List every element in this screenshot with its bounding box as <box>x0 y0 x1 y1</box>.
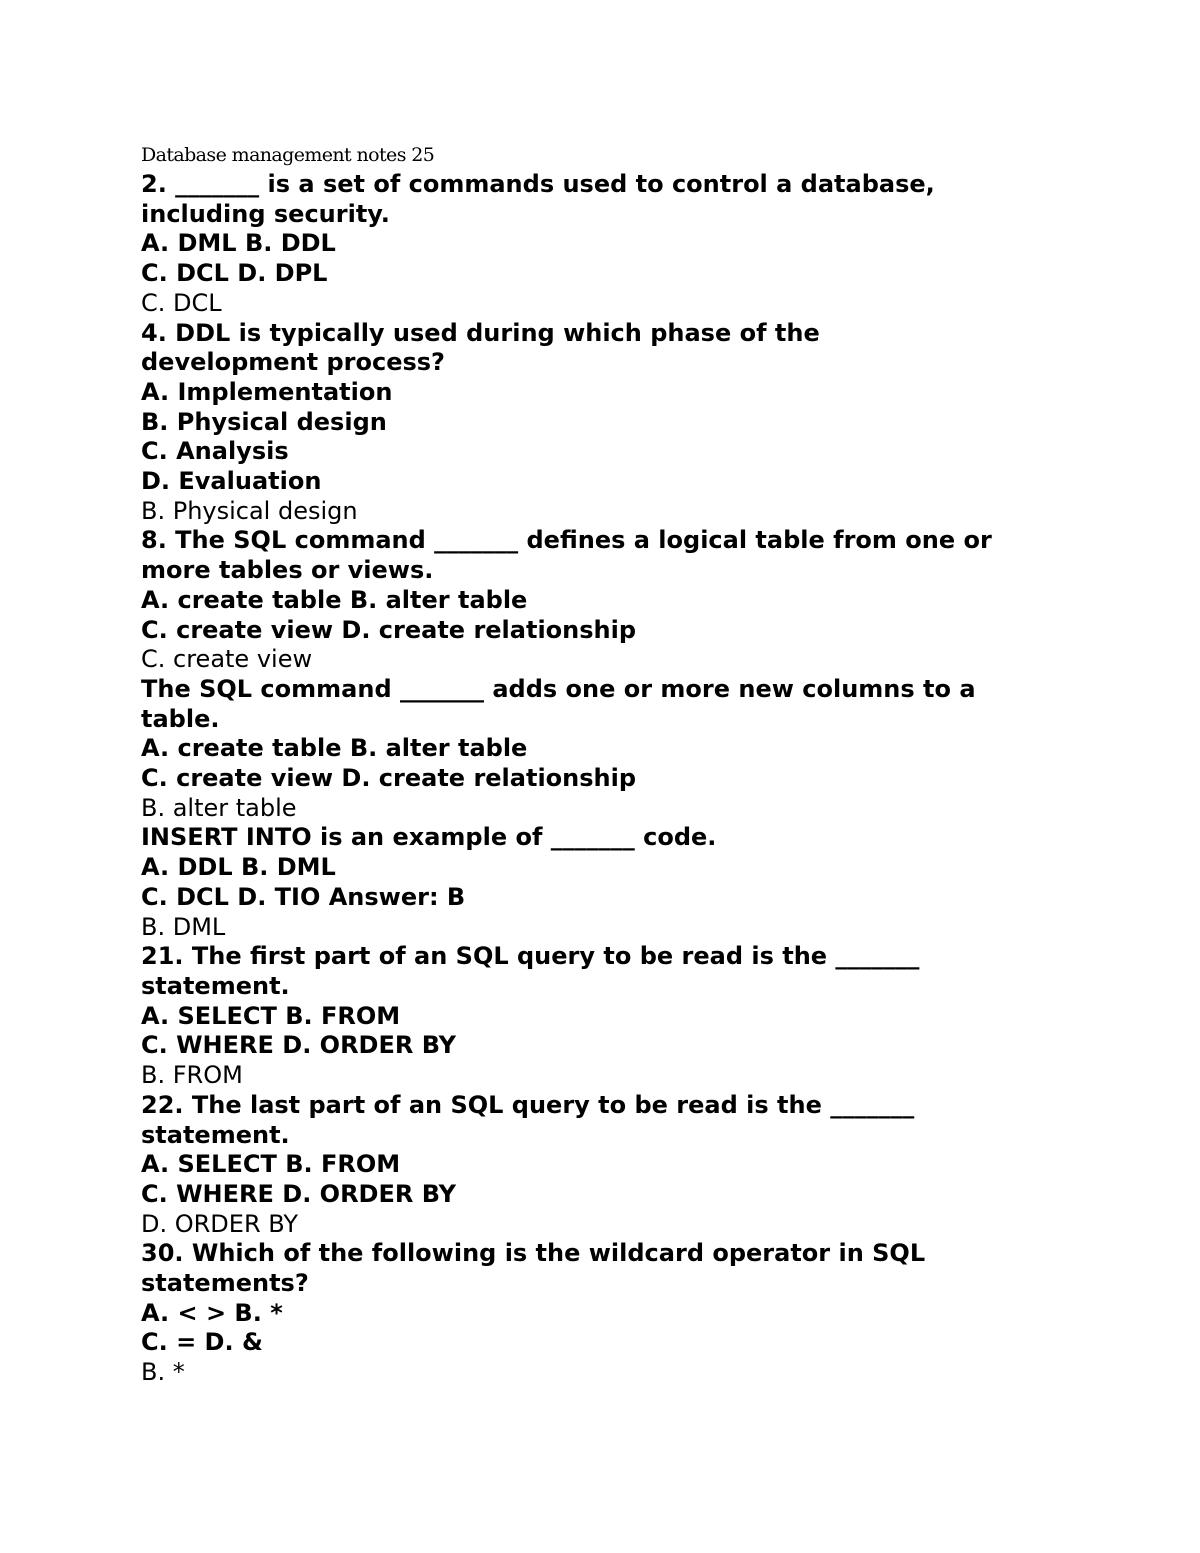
question-line: statements? <box>141 1269 309 1298</box>
question-line: table. <box>141 704 220 733</box>
question-line: A. DML B. DDL <box>141 229 336 258</box>
question-line: A. create table B. alter table <box>141 734 528 763</box>
question-line: statement. <box>141 971 290 1000</box>
question-line: The SQL command _______ adds one or more new columns to a <box>141 674 976 703</box>
question-line: C. WHERE D. ORDER BY <box>141 1031 457 1060</box>
question-line: A. Implementation <box>141 377 393 406</box>
question-line: D. Evaluation <box>141 467 322 496</box>
answer-line: B. * <box>141 1358 185 1387</box>
answer-line: C. DCL <box>141 288 222 317</box>
question-list <box>141 170 1141 1388</box>
answer-line: B. DML <box>141 912 226 941</box>
question-line: 21. The first part of an SQL query to be read is the _______ <box>141 942 920 971</box>
question-line: B. Physical design <box>141 407 387 436</box>
question-line: C. WHERE D. ORDER BY <box>141 1179 457 1208</box>
document-body <box>141 140 1141 1388</box>
question-line: more tables or views. <box>141 556 434 585</box>
question-line: C. Analysis <box>141 437 289 466</box>
question-line: A. SELECT B. FROM <box>141 1150 401 1179</box>
question-line: A. SELECT B. FROM <box>141 1001 401 1030</box>
question-line: INSERT INTO is an example of _______ code. <box>141 823 717 852</box>
question-line: 8. The SQL command _______ defines a logical table from one or <box>141 526 992 555</box>
question-line: C. = D. & <box>141 1328 263 1357</box>
question-line: C. create view D. create relationship <box>141 615 637 644</box>
question-line: including security. <box>141 199 390 228</box>
answer-line: B. FROM <box>141 1061 243 1090</box>
answer-line: C. create view <box>141 645 313 674</box>
question-line: A. < > B. * <box>141 1298 283 1327</box>
question-line: C. create view D. create relationship <box>141 764 637 793</box>
answer-line: B. Physical design <box>141 496 358 525</box>
question-line: C. DCL D. DPL <box>141 259 328 288</box>
question-line: A. DDL B. DML <box>141 853 336 882</box>
answer-line: D. ORDER BY <box>141 1209 299 1238</box>
answer-line: B. alter table <box>141 793 297 822</box>
question-line: 2. _______ is a set of commands used to control a database, <box>141 170 935 198</box>
question-line: 4. DDL is typically used during which phase of the <box>141 318 820 347</box>
question-line: 30. Which of the following is the wildcard operator in SQL <box>141 1239 926 1268</box>
question-line: 22. The last part of an SQL query to be read is the _______ <box>141 1090 915 1119</box>
question-line: statement. <box>141 1120 290 1149</box>
question-line: development process? <box>141 348 445 377</box>
question-line: C. DCL D. TIO Answer: B <box>141 882 466 911</box>
document-title: Database management notes 25 <box>141 144 435 166</box>
question-line: A. create table B. alter table <box>141 585 528 614</box>
